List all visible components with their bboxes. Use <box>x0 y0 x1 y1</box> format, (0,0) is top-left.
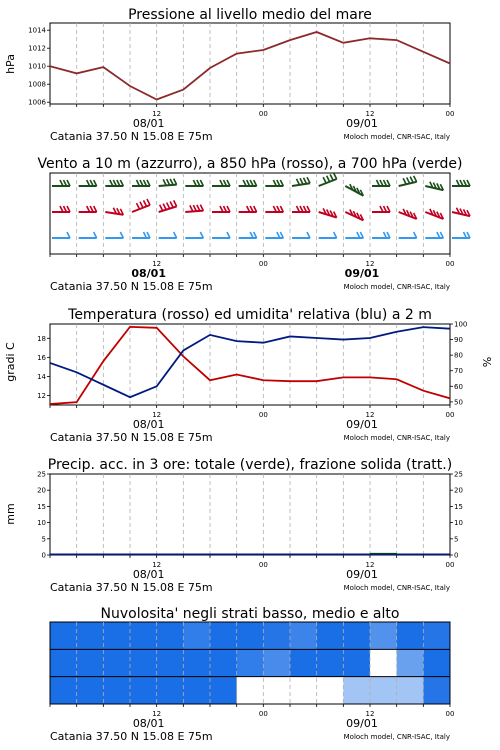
temperature-date-label: 09/01 <box>346 418 378 431</box>
cloud-cell <box>210 622 237 650</box>
wind-barb-feather <box>327 176 330 182</box>
precip-ytick-label: 0 <box>41 551 46 560</box>
cloud-xtick-label: 00 <box>258 710 268 718</box>
cloud-cell <box>263 622 290 650</box>
cloud-cell <box>317 649 344 677</box>
wind-barb-feather <box>330 174 333 180</box>
cloud-xtick-label: 00 <box>445 710 455 718</box>
temperature-ylabel-left: gradi C <box>4 342 17 382</box>
precip-xtick-label: 12 <box>152 561 162 569</box>
cloud-cell <box>237 622 264 650</box>
precip-location: Catania 37.50 N 15.08 E 75m <box>50 581 213 594</box>
cloud-cell <box>50 622 77 650</box>
wind-barb-feather <box>144 200 147 206</box>
wind-barb-feather <box>167 203 170 209</box>
cloud-cell <box>157 622 184 650</box>
cloud-cell <box>103 677 130 705</box>
wind-barb-850 <box>185 211 203 212</box>
cloud-cell <box>423 649 450 677</box>
temperature-ylabel-right: % <box>481 356 494 368</box>
temperature-ytick-label: 18 <box>37 334 46 343</box>
cloud-xtick-label: 12 <box>365 710 375 718</box>
precip-ytick-label: 15 <box>37 502 46 511</box>
precip-date-label: 08/01 <box>132 568 165 581</box>
pressure-xtick-label: 00 <box>258 110 268 118</box>
wind-barb-feather <box>414 176 417 182</box>
precip-title: Precip. acc. in 3 ore: totale (verde), frazione solida (tratt.) <box>47 457 453 473</box>
wind-barb-feather <box>170 179 173 185</box>
wind-xtick-label: 12 <box>365 260 375 268</box>
pressure-ytick-label: 1010 <box>28 62 46 71</box>
wind-barb-feather <box>410 177 413 183</box>
wind-title: Vento a 10 m (azzurro), a 850 hPa (rosso), a 700 hPa (verde) <box>37 156 463 172</box>
pressure-title: Pressione al livello medio del mare <box>128 7 372 23</box>
wind-barb-feather <box>334 173 337 179</box>
temperature-ytick-label-right: 50 <box>454 398 463 407</box>
cloud-cell <box>290 649 317 677</box>
precip-ytick-label-right: 10 <box>454 519 463 528</box>
pressure-ylabel: hPa <box>4 54 17 74</box>
temperature-xtick-label: 00 <box>445 411 455 419</box>
cloud-cell <box>237 649 264 677</box>
cloud-cell <box>77 622 104 650</box>
precip-frame <box>50 474 450 555</box>
temperature-location: Catania 37.50 N 15.08 E 75m <box>50 431 213 444</box>
temperature-frame <box>50 324 450 405</box>
temperature-ytick-label: 12 <box>37 391 46 400</box>
pressure-date-label: 08/01 <box>132 117 165 130</box>
temperature-xtick-label: 12 <box>152 411 162 419</box>
cloud-location: Catania 37.50 N 15.08 E 75m <box>50 730 213 743</box>
wind-barb-feather <box>174 200 177 206</box>
temperature-ytick-label-right: 60 <box>454 382 463 391</box>
pressure-ytick-label: 1012 <box>28 44 46 53</box>
cloud-cell <box>370 622 397 650</box>
wind-barb-feather <box>197 205 200 211</box>
cloud-cell <box>317 677 344 705</box>
wind-barb-850 <box>452 212 470 216</box>
wind-location: Catania 37.50 N 15.08 E 75m <box>50 280 213 293</box>
precip-ytick-label-right: 5 <box>454 535 459 544</box>
temperature-ytick-label-right: 100 <box>454 320 468 329</box>
pressure-ytick-label: 1014 <box>28 26 46 35</box>
pressure-ytick-label: 1006 <box>28 98 46 107</box>
wind-xtick-label: 00 <box>258 260 268 268</box>
wind-barb-feather <box>304 178 307 184</box>
wind-barb-feather <box>137 203 140 209</box>
temperature-xtick-label: 00 <box>258 411 268 419</box>
precip-ytick-label-right: 25 <box>454 470 463 479</box>
temperature-ytick-label: 14 <box>37 372 46 381</box>
wind-barb-feather <box>163 204 166 210</box>
cloud-cell <box>263 677 290 705</box>
cloud-cell <box>130 622 157 650</box>
pressure-ytick-label: 1008 <box>28 80 46 89</box>
precip-ytick-label-right: 0 <box>454 551 459 560</box>
wind-barb-feather <box>170 201 173 207</box>
cloud-cell <box>210 649 237 677</box>
cloud-cell <box>370 649 397 677</box>
cloud-model: Moloch model, CNR-ISAC, Italy <box>343 733 450 741</box>
cloud-cell <box>397 622 424 650</box>
cloud-cell <box>130 677 157 705</box>
cloud-cell <box>157 649 184 677</box>
pressure-location: Catania 37.50 N 15.08 E 75m <box>50 130 213 143</box>
cloud-cell <box>397 677 424 705</box>
cloud-cell <box>183 649 210 677</box>
cloud-cell <box>77 677 104 705</box>
temperature-date-label: 08/01 <box>132 418 165 431</box>
cloud-cell <box>183 622 210 650</box>
temperature-title: Temperatura (rosso) ed umidita' relativa (blu) a 2 m <box>68 307 432 323</box>
pressure-xtick-label: 12 <box>365 110 375 118</box>
pressure-frame <box>50 23 450 104</box>
wind-barb-feather <box>167 179 170 185</box>
precip-ytick-label: 25 <box>37 470 46 479</box>
precip-ytick-label-right: 15 <box>454 502 463 511</box>
wind-date-label: 08/01 <box>131 267 166 280</box>
cloud-cell <box>50 677 77 705</box>
cloud-cell <box>183 677 210 705</box>
wind-barb-feather <box>174 179 177 185</box>
wind-barb-feather <box>297 179 300 185</box>
wind-barb-850 <box>132 205 150 212</box>
precip-date-label: 09/01 <box>346 568 378 581</box>
wind-barb-feather <box>193 205 196 211</box>
cloud-date-label: 08/01 <box>132 717 165 730</box>
cloud-cell <box>397 649 424 677</box>
cloud-cell <box>237 677 264 705</box>
precip-model: Moloch model, CNR-ISAC, Italy <box>343 584 450 592</box>
cloud-cell <box>343 622 370 650</box>
cloud-cell <box>317 622 344 650</box>
wind-barb-700 <box>319 179 337 186</box>
temperature-ytick-label-right: 80 <box>454 351 463 360</box>
cloud-cell <box>210 677 237 705</box>
precip-xtick-label: 00 <box>445 561 455 569</box>
precip-ylabel: mm <box>4 503 17 525</box>
wind-barb-feather <box>147 199 150 205</box>
cloud-cell <box>343 649 370 677</box>
precip-ytick-label: 20 <box>37 486 46 495</box>
cloud-cell <box>370 677 397 705</box>
pressure-xtick-label: 00 <box>445 110 455 118</box>
cloud-cell <box>103 622 130 650</box>
wind-barb-feather <box>407 177 410 183</box>
cloud-xtick-label: 12 <box>152 710 162 718</box>
cloud-cell <box>77 649 104 677</box>
pressure-date-label: 09/01 <box>346 117 378 130</box>
wind-barb-feather <box>403 178 406 184</box>
wind-barb-700 <box>292 183 310 186</box>
humidity-series-line <box>50 327 450 397</box>
cloud-cell <box>50 649 77 677</box>
cloud-cell <box>423 677 450 705</box>
wind-barb-feather <box>190 205 193 211</box>
cloud-date-label: 09/01 <box>346 717 378 730</box>
wind-barb-feather <box>300 178 303 184</box>
plot-layer <box>28 23 476 743</box>
cloud-cell <box>263 649 290 677</box>
cloud-cell <box>290 677 317 705</box>
wind-barb-850 <box>105 212 123 215</box>
wind-barb-feather <box>307 177 310 183</box>
cloud-cell <box>290 622 317 650</box>
cloud-cell <box>103 649 130 677</box>
wind-barb-feather <box>323 177 326 183</box>
wind-xtick-label: 00 <box>445 260 455 268</box>
cloud-title: Nuvolosita' negli strati basso, medio e alto <box>100 606 400 622</box>
wind-model: Moloch model, CNR-ISAC, Italy <box>343 283 450 291</box>
wind-xtick-label: 12 <box>152 260 162 268</box>
wind-barb-700 <box>399 182 417 186</box>
cloud-cell <box>423 622 450 650</box>
temperature-ytick-label-right: 70 <box>454 367 463 376</box>
pressure-model: Moloch model, CNR-ISAC, Italy <box>343 133 450 141</box>
wind-barb-feather <box>140 202 143 208</box>
precip-ytick-label-right: 20 <box>454 486 463 495</box>
wind-date-label: 09/01 <box>344 267 380 280</box>
temperature-xtick-label: 12 <box>365 411 375 419</box>
precip-ytick-label: 5 <box>41 535 46 544</box>
precip-xtick-label: 12 <box>365 561 375 569</box>
cloud-cell <box>130 649 157 677</box>
wind-barb-feather <box>163 179 166 185</box>
temperature-model: Moloch model, CNR-ISAC, Italy <box>343 434 450 442</box>
cloud-cell <box>157 677 184 705</box>
pressure-xtick-label: 12 <box>152 110 162 118</box>
precip-ytick-label: 10 <box>37 519 46 528</box>
cloud-cell <box>343 677 370 705</box>
wind-barb-feather <box>200 205 203 211</box>
wind-barb-700 <box>425 186 443 190</box>
precip-xtick-label: 00 <box>258 561 268 569</box>
wind-barb-700 <box>159 185 177 186</box>
temperature-ytick-label: 16 <box>37 353 46 362</box>
temperature-series-line <box>50 327 450 404</box>
wind-barb-feather <box>160 205 163 211</box>
temperature-ytick-label-right: 90 <box>454 336 463 345</box>
